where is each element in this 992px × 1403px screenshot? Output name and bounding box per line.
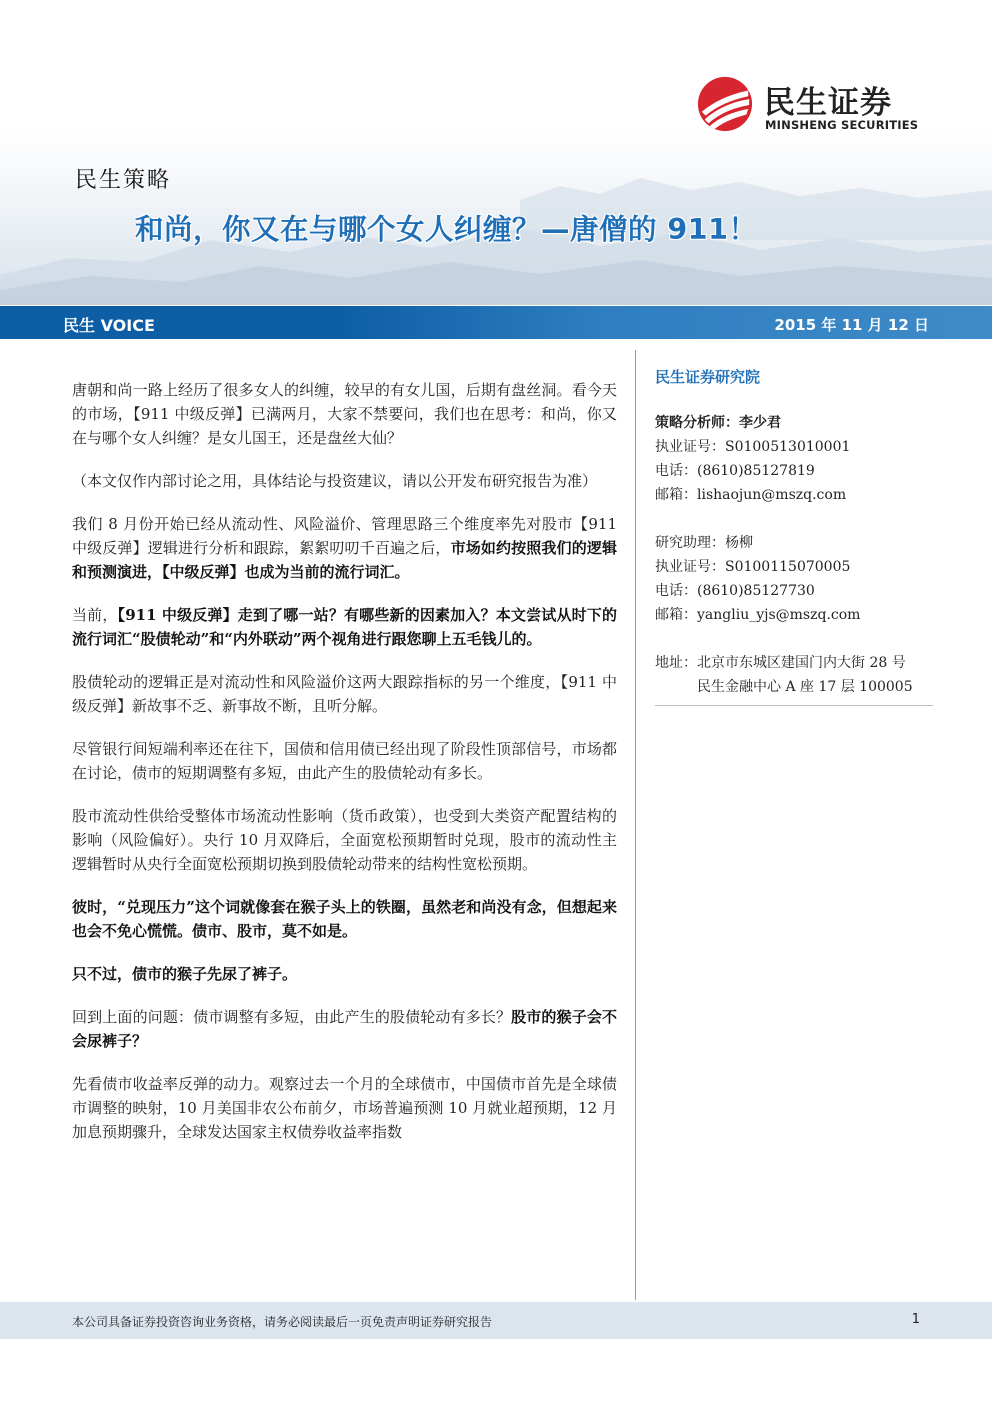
side-divider [655, 705, 933, 706]
report-body [72, 378, 617, 1163]
paragraph-text: 回到上面的问题：债市调整有多短，由此产生的股债轮动有多长？ [72, 1008, 512, 1026]
paragraph [72, 603, 617, 651]
logo-english-name: MINSHENG SECURITIES [765, 118, 919, 132]
paragraph-emphasis: “兑现压力”这个词就像套在猴子头上的铁圈，虽然老和尚没有念，但想起来也会不免心慌慌。债市、股市，莫不如是。 [72, 898, 617, 940]
report-date: 2015 年 11 月 12 日 [774, 316, 929, 334]
analyst-name: 策略分析师：李少君 [655, 415, 781, 431]
report-series: 民生策略 [75, 168, 172, 193]
paragraph-text: 当前， [72, 606, 118, 624]
author-info [655, 366, 955, 699]
analyst-email[interactable]: 邮箱：lishaojun@mszq.com [655, 487, 847, 503]
report-title: 和尚，你又在与哪个女人纠缠？—唐僧的 911！ [135, 213, 758, 246]
paragraph: 股市流动性供给受整体市场流动性影响（货币政策），也受到大类资产配置结构的影响（风险偏好）。央行 10 月双降后，全面宽松预期暂时兑现，股市的流动性主逻辑暂时从央行全面宽松预期切换到股债轮动带来的结构性宽松预期。 [72, 807, 617, 873]
header-banner [0, 0, 992, 305]
company-logo [696, 75, 926, 137]
mountain-background [0, 0, 992, 305]
minsheng-logo-icon [696, 75, 754, 133]
paragraph: 股债轮动的逻辑正是对流动性和风险溢价这两大跟踪指标的另一个维度，【911 中级反弹】新故事不乏、新事故不断，且听分解。 [72, 673, 617, 715]
column-divider [635, 350, 636, 1300]
paragraph-text: 我们 8 月份开始已经从流动性、风险溢价、管理思路三个维度率先对股市【911 中级反弹】逻辑进行分析和跟踪，絮絮叨叨千百遍之后， [72, 515, 617, 557]
assistant-phone: 电话：(8610)85127730 [655, 583, 815, 599]
paragraph [72, 1005, 617, 1053]
analyst-cert: 执业证号：S0100513010001 [655, 439, 851, 455]
paragraph: 唐朝和尚一路上经历了很多女人的纠缠，较早的有女儿国，后期有盘丝洞。看今天的市场，【911 中级反弹】已满两月，大家不禁要问，我们也在思考：和尚，你又在与哪个女人纠缠？是女儿国王，还是盘丝大仙？ [72, 381, 617, 447]
analyst-phone: 电话：(8610)85127819 [655, 463, 815, 479]
paragraph-emphasis: 彼时， [72, 898, 118, 916]
assistant-name: 研究助理：杨柳 [655, 535, 753, 551]
footer-disclaimer: 本公司具备证券投资咨询业务资格，请务必阅读最后一页免责声明证券研究报告 [72, 1315, 493, 1329]
paragraph: 先看债市收益率反弹的动力。观察过去一个月的全球债市，中国债市首先是全球债市调整的映射，10 月美国非农公布前夕，市场普遍预测 10 月就业超预期，12 月加息预期骤升，全球发达国家主权债券收益率指数 [72, 1075, 617, 1141]
voice-band [0, 306, 992, 339]
page-footer [0, 1302, 992, 1339]
paragraph-emphasis: 【911 中级反弹】走到了哪一站？有哪些新的因素加入？本文尝试从时下的流行词汇“股债轮动”和“内外联动”两个视角进行跟您聊上五毛钱儿的。 [72, 606, 617, 648]
paragraph [72, 512, 617, 584]
paragraph [72, 895, 617, 943]
page-number: 1 [911, 1312, 920, 1327]
paragraph [72, 962, 617, 986]
paragraph-emphasis: 只不过，债市的猴子先尿了裤子。 [72, 965, 298, 983]
assistant-cert: 执业证号：S0100115070005 [655, 559, 851, 575]
paragraph-emphasis: 市场如约按照我们的逻辑和预测演进，【中级反弹】也成为当前的流行词汇。 [72, 539, 617, 581]
address-line-2: 民生金融中心 A 座 17 层 100005 [697, 679, 913, 695]
institute-name: 民生证券研究院 [655, 368, 761, 386]
assistant-email[interactable]: 邮箱：yangliu_yjs@mszq.com [655, 607, 861, 623]
address-line-1: 地址：北京市东城区建国门内大街 28 号 [655, 655, 906, 671]
paragraph: （本文仅作内部讨论之用，具体结论与投资建议，请以公开发布研究报告为准） [72, 472, 598, 490]
column-name: 民生 VOICE [63, 316, 155, 335]
logo-chinese-name: 民生证券 [764, 85, 892, 121]
paragraph-emphasis: 股市的猴子会不会尿裤子？ [72, 1008, 617, 1050]
paragraph: 尽管银行间短端利率还在往下，国债和信用债已经出现了阶段性顶部信号，市场都在讨论，债市的短期调整有多短，由此产生的股债轮动有多长。 [72, 740, 617, 782]
